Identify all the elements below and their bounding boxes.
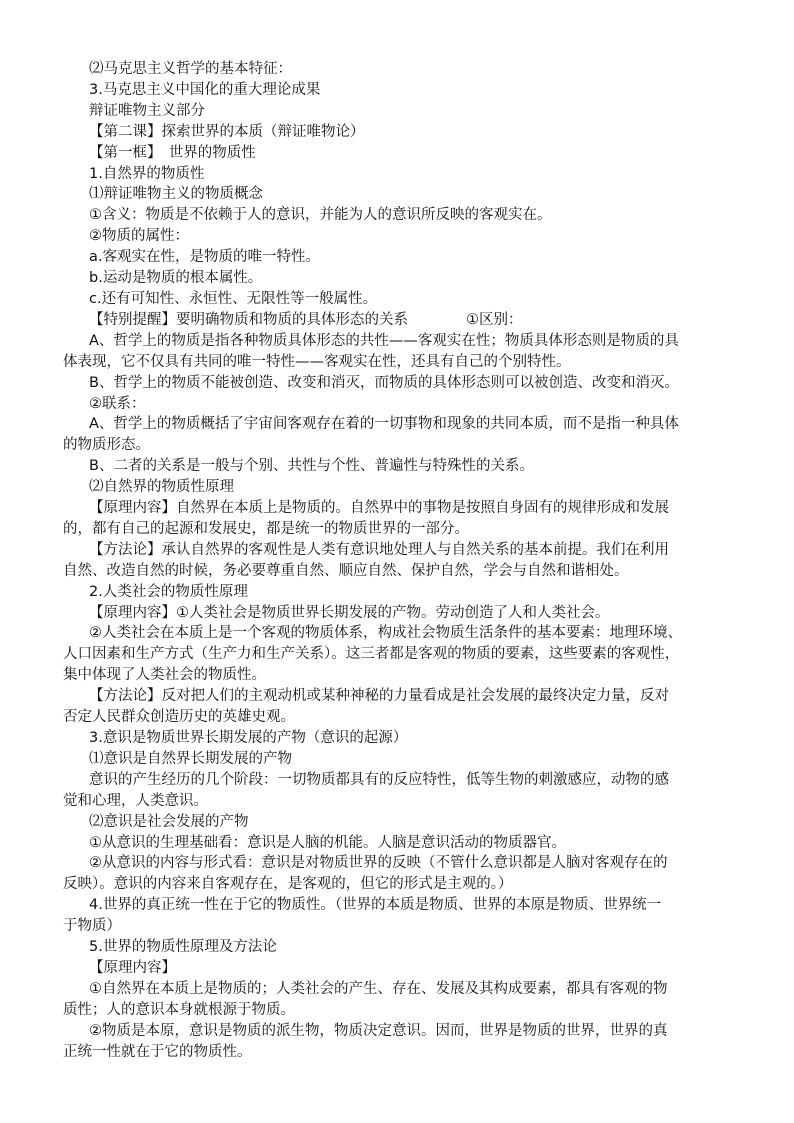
text-line: ①自然界在本质上是物质的；人类社会的产生、存在、发展及其构成要素，都具有客观的物 xyxy=(89,980,668,997)
text-line: 的，都有自己的起源和发展史，都是统一的物质世界的一部分。 xyxy=(63,520,469,537)
lesson-heading: 【第二课】探索世界的本质（辩证唯物论） xyxy=(89,123,365,140)
text-line: 【原理内容】自然界在本质上是物质的。自然界中的事物是按照自身固有的规律形成和发展 xyxy=(89,500,669,517)
text-line: ⑴辩证唯物主义的物质概念 xyxy=(89,186,263,203)
text-line: 【方法论】承认自然界的客观性是人类有意识地处理人与自然关系的基本前提。我们在利用 xyxy=(89,541,669,558)
text-line: c.还有可知性、永恒性、无限性等一般属性。 xyxy=(89,290,378,307)
text-line: 3.意识是物质世界长期发展的产物（意识的起源） xyxy=(89,730,408,746)
frame-heading: 【第一框】 世界的物质性 xyxy=(89,144,256,161)
text-line: 【原理内容】 xyxy=(89,959,176,976)
text-line: ①含义：物质是不依赖于人的意识，并能为人的意识所反映的客观实在。 xyxy=(89,207,552,224)
text-line: ⑵意识是社会发展的产物 xyxy=(89,813,249,830)
text-line: 体表现，它不仅具有共同的唯一特性——客观实在性，还具有自己的个别特性。 xyxy=(63,353,571,370)
section-heading: 辩证唯物主义部分 xyxy=(89,102,205,119)
text-line: 自然、改造自然的时候，务必要尊重自然、顺应自然、保护自然，学会与自然和谐相处。 xyxy=(63,562,629,579)
text-line: ②联系： xyxy=(89,395,146,412)
text-line: A、哲学上的物质概括了宇宙间客观存在着的一切事物和现象的共同本质，而不是指一种具体 xyxy=(89,416,679,433)
document-page xyxy=(63,59,734,1063)
text-line: 觉和心理，人类意识。 xyxy=(63,792,208,809)
text-line: ⑵马克思主义哲学的基本特征： xyxy=(89,61,292,77)
text-line: ①从意识的生理基础看：意识是人脑的机能。人脑是意识活动的物质器官。 xyxy=(89,834,566,851)
text-line: ⑴意识是自然界长期发展的产物 xyxy=(89,750,292,767)
text-line: 的物质形态。 xyxy=(63,437,150,454)
text-line: ②物质是本原，意识是物质的派生物，物质决定意识。因而，世界是物质的世界，世界的真 xyxy=(89,1022,668,1039)
text-line: 意识的产生经历的几个阶段：一切物质都具有的反应特性，低等生物的刺激感应，动物的感 xyxy=(89,771,669,788)
text-line: 于物质） xyxy=(63,918,121,935)
text-line: 【原理内容】①人类社会是物质世界长期发展的产物。劳动创造了人和人类社会。 xyxy=(89,604,610,621)
text-line: 4.世界的真正统一性在于它的物质性。（世界的本质是物质、世界的本原是物质、世界统一 xyxy=(89,897,662,914)
text-line: A、哲学上的物质是指各种物质具体形态的共性——客观实在性；物质具体形态则是物质的具 xyxy=(89,332,679,349)
text-line: ②物质的属性： xyxy=(89,228,189,245)
tip-tail: ①区别： xyxy=(466,311,523,328)
text-line: 3.马克思主义中国化的重大理论成果 xyxy=(89,81,321,98)
text-line: 5.世界的物质性原理及方法论 xyxy=(89,939,277,956)
tip-main: 【特别提醒】要明确物质和物质的具体形态的关系 xyxy=(89,311,408,328)
text-line: 集中体现了人类社会的物质性。 xyxy=(63,667,266,684)
text-line: ②从意识的内容与形式看：意识是对物质世界的反映（不管什么意识都是人脑对客观存在的 xyxy=(89,855,668,872)
text-line: 人口因素和生产方式（生产力和生产关系）。这三者都是客观的物质的要素，这些要素的客观性， xyxy=(63,646,680,663)
text-line: ⑵自然界的物质性原理 xyxy=(89,479,234,496)
text-line: b.运动是物质的根本属性。 xyxy=(89,270,263,287)
text-line: 否定人民群众创造历史的英雄史观。 xyxy=(63,709,295,726)
text-line: 1.自然界的物质性 xyxy=(89,165,205,182)
text-line: 反映）。意识的内容来自客观存在，是客观的，但它的形式是主观的。） xyxy=(63,876,513,893)
text-line: ②人类社会在本质上是一个客观的物质体系，构成社会物质生活条件的基本要素：地理环境、 xyxy=(89,625,682,642)
text-line: 2.人类社会的物质性原理 xyxy=(89,583,248,600)
tip-line xyxy=(89,310,734,331)
text-line: 【方法论】反对把人们的主观动机或某种神秘的力量看成是社会发展的最终决定力量，反对 xyxy=(89,688,669,705)
text-line: 正统一性就在于它的物质性。 xyxy=(63,1043,252,1060)
text-line: B、二者的关系是一般与个别、共性与个性、普遍性与特殊性的关系。 xyxy=(89,458,534,475)
text-line: 质性；人的意识本身就根源于物质。 xyxy=(63,1001,295,1018)
text-line: B、哲学上的物质不能被创造、改变和消灭，而物质的具体形态则可以被创造、改变和消灭。 xyxy=(89,374,679,391)
text-line: a.客观实在性，是物质的唯一特性。 xyxy=(89,249,320,266)
